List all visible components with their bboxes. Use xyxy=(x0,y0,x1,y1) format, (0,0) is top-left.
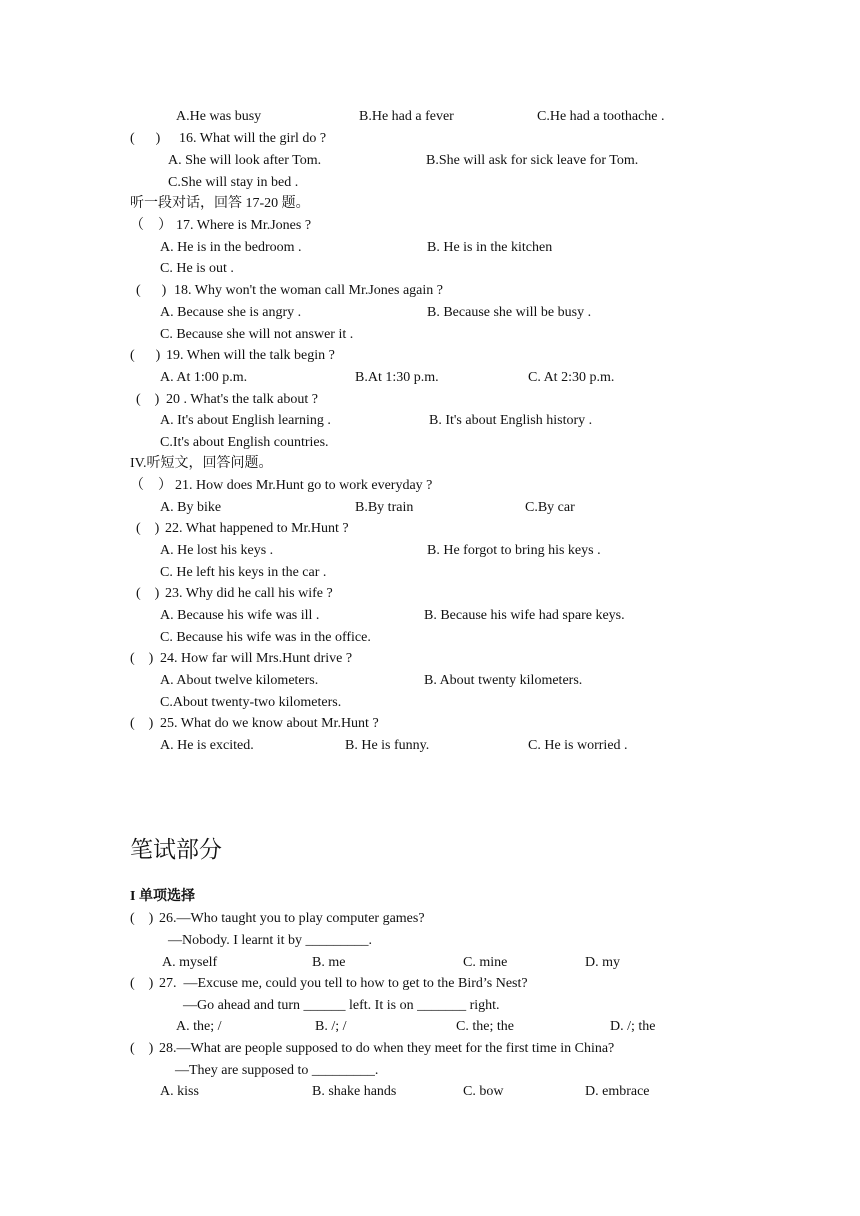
q17-option-b: B. He is in the kitchen xyxy=(427,240,553,255)
q25-option-b: B. He is funny. xyxy=(345,738,430,753)
q24-option-b: B. About twenty kilometers. xyxy=(424,673,583,688)
q17-option-c: C. He is out . xyxy=(160,261,234,276)
q25-answer-blank[interactable]: ( ) xyxy=(130,716,154,731)
q26-question: 26.—Who taught you to play computer games? xyxy=(159,911,425,926)
section-passage-heading: IV.听短文，回答问题。 xyxy=(130,456,273,471)
q16-answer-blank[interactable]: ( ) xyxy=(130,131,161,146)
q16-question: 16. What will the girl do ? xyxy=(179,131,327,146)
q26-answer-blank[interactable]: ( ) xyxy=(130,911,154,926)
q16-option-b: B.She will ask for sick leave for Tom. xyxy=(426,153,639,168)
q21-option-a: A. By bike xyxy=(160,500,222,515)
q23-answer-blank[interactable]: ( ) xyxy=(136,586,160,601)
q24-question: 24. How far will Mrs.Hunt drive ? xyxy=(160,651,353,666)
written-section-title: 笔试部分 xyxy=(130,837,222,863)
q24-answer-blank[interactable]: ( ) xyxy=(130,651,154,666)
q15-option-c: C.He had a toothache . xyxy=(537,109,665,124)
q21-answer-blank[interactable]: （ ） xyxy=(130,478,172,493)
q20-answer-blank[interactable]: ( ) xyxy=(136,392,160,407)
q21-option-c: C.By car xyxy=(525,500,575,515)
q21-option-b: B.By train xyxy=(355,500,414,515)
q15-option-b: B.He had a fever xyxy=(359,109,454,124)
q24-option-c: C.About twenty-two kilometers. xyxy=(160,695,342,710)
q26-option-d: D. my xyxy=(585,955,620,970)
q17-option-a: A. He is in the bedroom . xyxy=(160,240,302,255)
q22-option-b: B. He forgot to bring his keys . xyxy=(427,543,601,558)
q28-option-b: B. shake hands xyxy=(312,1084,397,1099)
q22-question: 22. What happened to Mr.Hunt ? xyxy=(165,521,349,536)
q26-option-b: B. me xyxy=(312,955,346,970)
q23-option-b: B. Because his wife had spare keys. xyxy=(424,608,625,623)
q22-answer-blank[interactable]: ( ) xyxy=(136,521,160,536)
q16-option-a: A. She will look after Tom. xyxy=(168,153,322,168)
q28-option-a: A. kiss xyxy=(160,1084,199,1099)
q20-question: 20 . What's the talk about ? xyxy=(166,392,318,407)
q27-option-c: C. the; the xyxy=(456,1019,514,1034)
q27-reply: —Go ahead and turn ______ left. It is on _______ right. xyxy=(183,998,500,1013)
q25-question: 25. What do we know about Mr.Hunt ? xyxy=(160,716,379,731)
q19-option-a: A. At 1:00 p.m. xyxy=(160,370,248,385)
q19-option-b: B.At 1:30 p.m. xyxy=(355,370,439,385)
q17-answer-blank[interactable]: （ ） xyxy=(130,218,172,233)
q24-option-a: A. About twelve kilometers. xyxy=(160,673,319,688)
section-dialog-heading: 听一段对话，回答 17-20 题。 xyxy=(130,196,310,211)
q26-reply: —Nobody. I learnt it by _________. xyxy=(168,933,373,948)
q26-option-a: A. myself xyxy=(162,955,218,970)
section-single-choice-heading: I 单项选择 xyxy=(130,889,195,904)
q19-answer-blank[interactable]: ( ) xyxy=(130,348,161,363)
q19-question: 19. When will the talk begin ? xyxy=(166,348,335,363)
q23-option-c: C. Because his wife was in the office. xyxy=(160,630,371,645)
q27-question: 27. —Excuse me, could you tell to how to get to the Bird’s Nest? xyxy=(159,976,528,991)
q18-option-a: A. Because she is angry . xyxy=(160,305,302,320)
q28-question: 28.—What are people supposed to do when they meet for the first time in China? xyxy=(159,1041,615,1056)
q17-question: 17. Where is Mr.Jones ? xyxy=(176,218,312,233)
q23-option-a: A. Because his wife was ill . xyxy=(160,608,320,623)
q27-answer-blank[interactable]: ( ) xyxy=(130,976,154,991)
q28-answer-blank[interactable]: ( ) xyxy=(130,1041,154,1056)
q28-option-d: D. embrace xyxy=(585,1084,650,1099)
q27-option-d: D. /; the xyxy=(610,1019,656,1034)
q21-question: 21. How does Mr.Hunt go to work everyday ? xyxy=(175,478,433,493)
q18-question: 18. Why won't the woman call Mr.Jones again ? xyxy=(174,283,443,298)
q20-option-a: A. It's about English learning . xyxy=(160,413,331,428)
q15-option-a: A.He was busy xyxy=(176,109,262,124)
q26-option-c: C. mine xyxy=(463,955,508,970)
q25-option-a: A. He is excited. xyxy=(160,738,254,753)
q22-option-a: A. He lost his keys . xyxy=(160,543,274,558)
q18-option-c: C. Because she will not answer it . xyxy=(160,327,354,342)
q20-option-c: C.It's about English countries. xyxy=(160,435,329,450)
q28-option-c: C. bow xyxy=(463,1084,504,1099)
q22-option-c: C. He left his keys in the car . xyxy=(160,565,327,580)
q16-option-c: C.She will stay in bed . xyxy=(168,175,299,190)
q23-question: 23. Why did he call his wife ? xyxy=(165,586,333,601)
q18-option-b: B. Because she will be busy . xyxy=(427,305,592,320)
q27-option-b: B. /; / xyxy=(315,1019,347,1034)
q28-reply: —They are supposed to _________. xyxy=(175,1063,379,1078)
q25-option-c: C. He is worried . xyxy=(528,738,628,753)
q19-option-c: C. At 2:30 p.m. xyxy=(528,370,615,385)
q18-answer-blank[interactable]: ( ) xyxy=(136,283,167,298)
q27-option-a: A. the; / xyxy=(176,1019,222,1034)
q20-option-b: B. It's about English history . xyxy=(429,413,593,428)
